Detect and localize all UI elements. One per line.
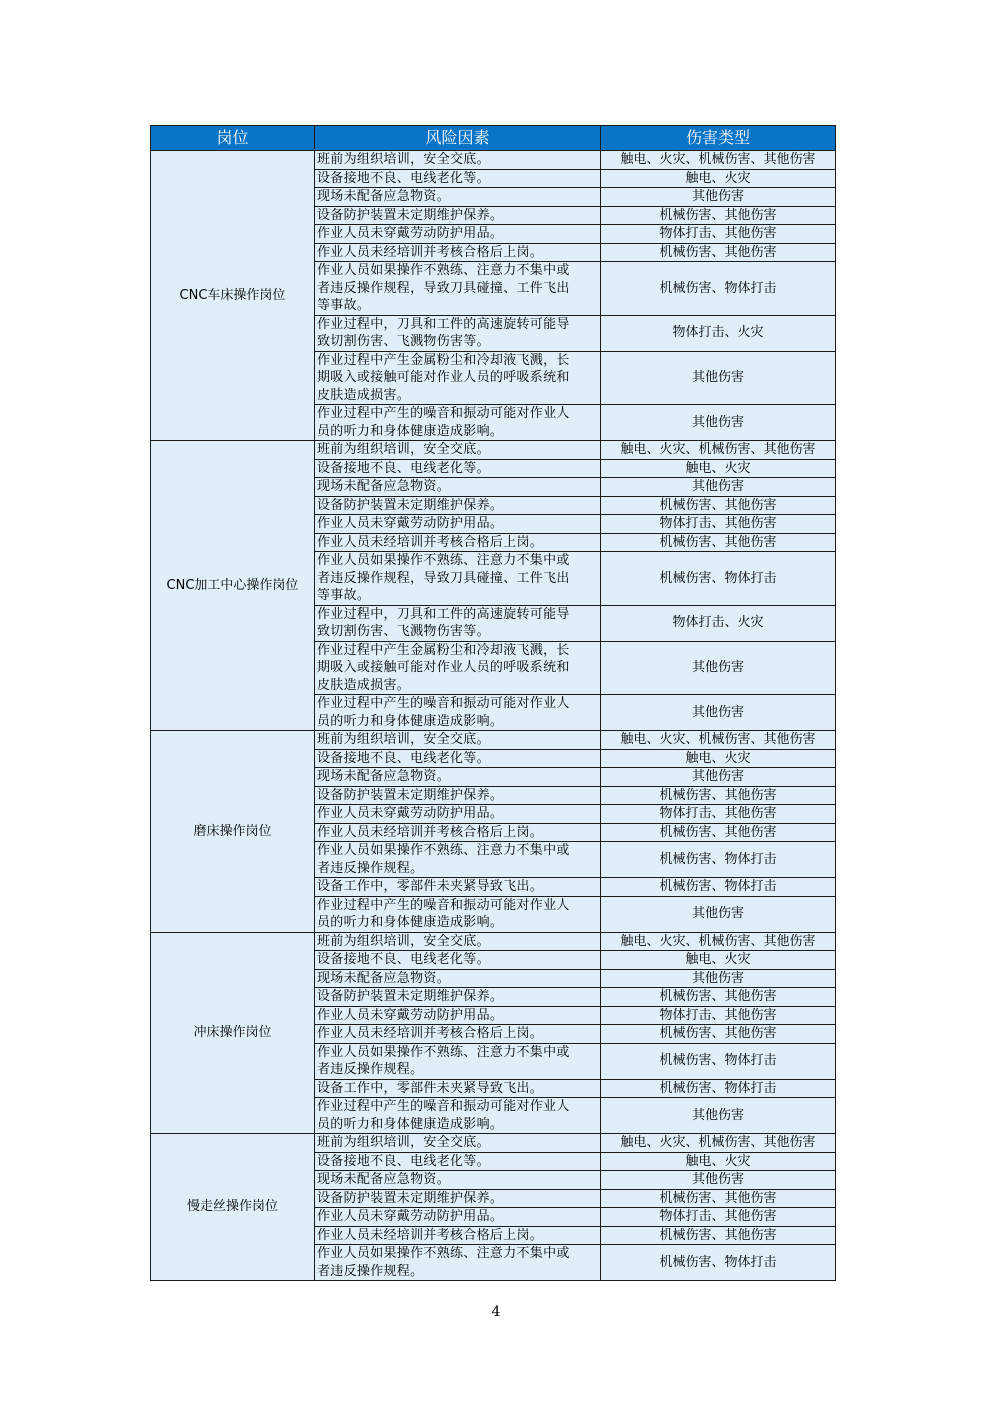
risk-factor-cell: 作业过程中产生金属粉尘和冷却液飞溅，长 期吸入或接触可能对作业人员的呼吸系统和 皮肤造成损害。 <box>315 351 601 405</box>
risk-factor-cell: 作业人员未经培训并考核合格后上岗。 <box>315 1025 601 1044</box>
harm-type-cell: 物体打击、其他伤害 <box>601 515 836 534</box>
harm-type-cell: 机械伤害、物体打击 <box>601 552 836 606</box>
risk-factor-cell: 作业人员如果操作不熟练、注意力不集中或 者违反操作规程，导致刀具碰撞、工件飞出 等事故。 <box>315 552 601 606</box>
risk-factor-cell: 作业人员未经培训并考核合格后上岗。 <box>315 533 601 552</box>
risk-factor-cell: 设备防护装置未定期维护保养。 <box>315 496 601 515</box>
harm-type-cell: 其他伤害 <box>601 768 836 787</box>
harm-type-cell: 其他伤害 <box>601 188 836 207</box>
harm-type-cell: 物体打击、其他伤害 <box>601 1006 836 1025</box>
page-number: 4 <box>491 1304 501 1320</box>
table-row <box>151 731 836 750</box>
harm-type-cell: 机械伤害、其他伤害 <box>601 1025 836 1044</box>
harm-type-cell: 其他伤害 <box>601 1171 836 1190</box>
risk-factor-cell: 作业过程中产生的噪音和振动可能对作业人 员的听力和身体健康造成影响。 <box>315 695 601 731</box>
harm-type-cell: 机械伤害、物体打击 <box>601 878 836 897</box>
risk-factor-cell: 作业人员未穿戴劳动防护用品。 <box>315 515 601 534</box>
risk-factor-cell: 设备接地不良、电线老化等。 <box>315 459 601 478</box>
risk-factor-cell: 设备工作中，零部件未夹紧导致飞出。 <box>315 878 601 897</box>
risk-factor-cell: 作业人员未穿戴劳动防护用品。 <box>315 225 601 244</box>
risk-factor-cell: 作业过程中产生的噪音和振动可能对作业人 员的听力和身体健康造成影响。 <box>315 1098 601 1134</box>
harm-type-cell: 其他伤害 <box>601 351 836 405</box>
risk-factor-cell: 设备防护装置未定期维护保养。 <box>315 206 601 225</box>
post-cell: CNC加工中心操作岗位 <box>151 441 315 731</box>
risk-factor-cell: 现场未配备应急物资。 <box>315 969 601 988</box>
harm-type-cell: 其他伤害 <box>601 641 836 695</box>
harm-type-cell: 物体打击、其他伤害 <box>601 1208 836 1227</box>
risk-factor-cell: 作业人员未穿戴劳动防护用品。 <box>315 1208 601 1227</box>
table-row <box>151 1134 836 1153</box>
harm-type-cell: 物体打击、其他伤害 <box>601 225 836 244</box>
risk-factor-cell: 作业人员如果操作不熟练、注意力不集中或 者违反操作规程。 <box>315 1043 601 1079</box>
post-cell: 慢走丝操作岗位 <box>151 1134 315 1281</box>
harm-type-cell: 其他伤害 <box>601 1098 836 1134</box>
harm-type-cell: 机械伤害、物体打击 <box>601 1245 836 1281</box>
table-row <box>151 151 836 170</box>
harm-type-cell: 机械伤害、其他伤害 <box>601 533 836 552</box>
harm-type-cell: 触电、火灾、机械伤害、其他伤害 <box>601 151 836 170</box>
header-harm-type: 伤害类型 <box>601 126 836 151</box>
risk-factor-cell: 设备防护装置未定期维护保养。 <box>315 786 601 805</box>
risk-factor-cell: 设备接地不良、电线老化等。 <box>315 169 601 188</box>
harm-type-cell: 其他伤害 <box>601 405 836 441</box>
risk-factor-cell: 作业过程中产生的噪音和振动可能对作业人 员的听力和身体健康造成影响。 <box>315 405 601 441</box>
table-row <box>151 932 836 951</box>
harm-type-cell: 机械伤害、其他伤害 <box>601 786 836 805</box>
risk-factor-cell: 设备接地不良、电线老化等。 <box>315 1152 601 1171</box>
harm-type-cell: 触电、火灾、机械伤害、其他伤害 <box>601 932 836 951</box>
post-cell: CNC车床操作岗位 <box>151 151 315 441</box>
harm-type-cell: 其他伤害 <box>601 896 836 932</box>
harm-type-cell: 机械伤害、物体打击 <box>601 1043 836 1079</box>
risk-factor-cell: 作业过程中产生的噪音和振动可能对作业人 员的听力和身体健康造成影响。 <box>315 896 601 932</box>
harm-type-cell: 触电、火灾、机械伤害、其他伤害 <box>601 1134 836 1153</box>
risk-factor-cell: 班前为组织培训，安全交底。 <box>315 731 601 750</box>
harm-type-cell: 机械伤害、其他伤害 <box>601 823 836 842</box>
header-risk-factor: 风险因素 <box>315 126 601 151</box>
harm-type-cell: 物体打击、火灾 <box>601 605 836 641</box>
risk-factor-cell: 班前为组织培训，安全交底。 <box>315 441 601 460</box>
harm-type-cell: 机械伤害、其他伤害 <box>601 243 836 262</box>
harm-type-cell: 机械伤害、物体打击 <box>601 262 836 316</box>
harm-type-cell: 触电、火灾 <box>601 1152 836 1171</box>
risk-factor-cell: 现场未配备应急物资。 <box>315 1171 601 1190</box>
risk-factor-cell: 作业人员未穿戴劳动防护用品。 <box>315 1006 601 1025</box>
risk-factor-cell: 现场未配备应急物资。 <box>315 188 601 207</box>
table-body <box>151 151 836 1281</box>
risk-factor-cell: 现场未配备应急物资。 <box>315 768 601 787</box>
harm-type-cell: 机械伤害、其他伤害 <box>601 206 836 225</box>
risk-factor-cell: 班前为组织培训，安全交底。 <box>315 1134 601 1153</box>
risk-factor-cell: 设备工作中，零部件未夹紧导致飞出。 <box>315 1079 601 1098</box>
risk-factor-cell: 作业人员如果操作不熟练、注意力不集中或 者违反操作规程。 <box>315 1245 601 1281</box>
header-post: 岗位 <box>151 126 315 151</box>
harm-type-cell: 触电、火灾、机械伤害、其他伤害 <box>601 441 836 460</box>
harm-type-cell: 触电、火灾 <box>601 749 836 768</box>
risk-factor-cell: 班前为组织培训，安全交底。 <box>315 151 601 170</box>
harm-type-cell: 物体打击、火灾 <box>601 315 836 351</box>
risk-factor-cell: 作业人员未经培训并考核合格后上岗。 <box>315 1226 601 1245</box>
harm-type-cell: 其他伤害 <box>601 969 836 988</box>
harm-type-cell: 物体打击、其他伤害 <box>601 805 836 824</box>
harm-type-cell: 机械伤害、其他伤害 <box>601 1189 836 1208</box>
risk-factor-cell: 设备接地不良、电线老化等。 <box>315 749 601 768</box>
table-row <box>151 441 836 460</box>
risk-factor-cell: 设备防护装置未定期维护保养。 <box>315 1189 601 1208</box>
risk-factor-cell: 作业过程中产生金属粉尘和冷却液飞溅，长 期吸入或接触可能对作业人员的呼吸系统和 皮肤造成损害。 <box>315 641 601 695</box>
risk-factor-cell: 现场未配备应急物资。 <box>315 478 601 497</box>
risk-assessment-table <box>150 125 836 1281</box>
risk-factor-cell: 作业过程中，刀具和工件的高速旋转可能导 致切割伤害、飞溅物伤害等。 <box>315 315 601 351</box>
harm-type-cell: 触电、火灾、机械伤害、其他伤害 <box>601 731 836 750</box>
risk-factor-cell: 作业人员如果操作不熟练、注意力不集中或 者违反操作规程，导致刀具碰撞、工件飞出 等事故。 <box>315 262 601 316</box>
harm-type-cell: 触电、火灾 <box>601 169 836 188</box>
risk-factor-cell: 作业人员未经培训并考核合格后上岗。 <box>315 243 601 262</box>
risk-factor-cell: 作业过程中，刀具和工件的高速旋转可能导 致切割伤害、飞溅物伤害等。 <box>315 605 601 641</box>
harm-type-cell: 机械伤害、物体打击 <box>601 842 836 878</box>
table-header-row <box>151 126 836 151</box>
risk-factor-cell: 设备接地不良、电线老化等。 <box>315 951 601 970</box>
harm-type-cell: 其他伤害 <box>601 478 836 497</box>
harm-type-cell: 机械伤害、其他伤害 <box>601 1226 836 1245</box>
risk-factor-cell: 班前为组织培训，安全交底。 <box>315 932 601 951</box>
post-cell: 冲床操作岗位 <box>151 932 315 1134</box>
harm-type-cell: 触电、火灾 <box>601 951 836 970</box>
harm-type-cell: 机械伤害、物体打击 <box>601 1079 836 1098</box>
risk-factor-cell: 作业人员未经培训并考核合格后上岗。 <box>315 823 601 842</box>
risk-factor-cell: 设备防护装置未定期维护保养。 <box>315 988 601 1007</box>
harm-type-cell: 机械伤害、其他伤害 <box>601 496 836 515</box>
harm-type-cell: 触电、火灾 <box>601 459 836 478</box>
post-cell: 磨床操作岗位 <box>151 731 315 933</box>
harm-type-cell: 机械伤害、其他伤害 <box>601 988 836 1007</box>
risk-factor-cell: 作业人员未穿戴劳动防护用品。 <box>315 805 601 824</box>
harm-type-cell: 其他伤害 <box>601 695 836 731</box>
risk-factor-cell: 作业人员如果操作不熟练、注意力不集中或 者违反操作规程。 <box>315 842 601 878</box>
